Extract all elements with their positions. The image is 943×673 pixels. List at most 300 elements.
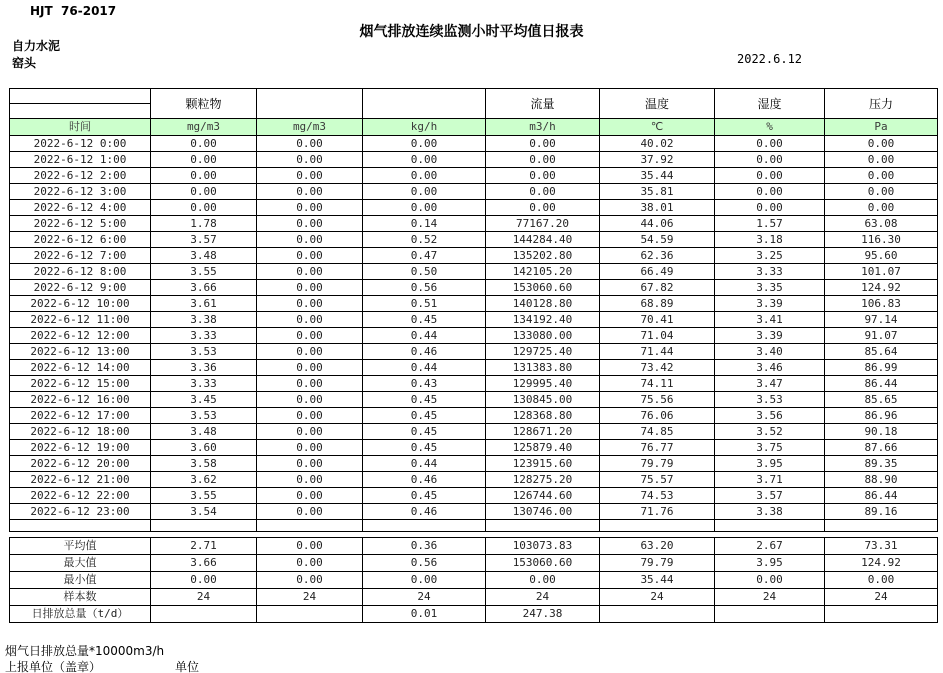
time-cell: 2022-6-12 1:00 <box>10 152 151 168</box>
value-cell: 116.30 <box>825 232 938 248</box>
table-row <box>10 136 938 152</box>
value-cell: 40.02 <box>600 136 715 152</box>
value-cell: 3.75 <box>715 440 825 456</box>
summary-value-cell: 0.00 <box>257 555 363 572</box>
value-cell: 3.39 <box>715 328 825 344</box>
summary-value-cell: 0.00 <box>486 572 600 589</box>
value-cell: 0.00 <box>486 136 600 152</box>
value-cell: 3.58 <box>151 456 257 472</box>
value-cell: 71.76 <box>600 504 715 520</box>
summary-value-cell <box>825 606 938 623</box>
summary-label-cell: 平均值 <box>10 538 151 555</box>
value-cell: 101.07 <box>825 264 938 280</box>
table-row <box>10 200 938 216</box>
report-date: 2022.6.12 <box>737 52 803 66</box>
value-cell: 129995.40 <box>486 376 600 392</box>
report-unit-label: 上报单位（盖章） <box>5 660 102 673</box>
value-cell: 3.39 <box>715 296 825 312</box>
value-cell: 88.90 <box>825 472 938 488</box>
value-cell: 77167.20 <box>486 216 600 232</box>
value-cell: 74.53 <box>600 488 715 504</box>
summary-row <box>10 589 938 606</box>
unit-cell: Pa <box>825 119 938 136</box>
table-row <box>10 504 938 520</box>
value-cell: 0.45 <box>363 440 486 456</box>
value-cell: 0.00 <box>151 136 257 152</box>
summary-value-cell: 0.00 <box>363 572 486 589</box>
summary-row <box>10 555 938 572</box>
summary-value-cell: 2.67 <box>715 538 825 555</box>
value-cell: 0.00 <box>257 280 363 296</box>
value-cell: 131383.80 <box>486 360 600 376</box>
blank-cell <box>257 520 363 532</box>
value-cell: 3.52 <box>715 424 825 440</box>
table-row <box>10 312 938 328</box>
value-cell: 0.00 <box>825 184 938 200</box>
value-cell: 0.00 <box>257 408 363 424</box>
value-cell: 3.53 <box>151 408 257 424</box>
summary-value-cell: 0.00 <box>257 538 363 555</box>
value-cell: 3.48 <box>151 248 257 264</box>
summary-label-cell: 样本数 <box>10 589 151 606</box>
value-cell: 54.59 <box>600 232 715 248</box>
table-row <box>10 328 938 344</box>
value-cell: 0.44 <box>363 456 486 472</box>
summary-value-cell: 3.95 <box>715 555 825 572</box>
value-cell: 3.46 <box>715 360 825 376</box>
summary-value-cell <box>151 606 257 623</box>
summary-value-cell <box>257 606 363 623</box>
header-pollutant-cell <box>363 89 486 119</box>
table-row <box>10 408 938 424</box>
value-cell: 0.45 <box>363 488 486 504</box>
value-cell: 0.00 <box>257 392 363 408</box>
value-cell: 97.14 <box>825 312 938 328</box>
header-pollutant-cell <box>257 89 363 119</box>
value-cell: 3.35 <box>715 280 825 296</box>
summary-row <box>10 538 938 555</box>
table-row <box>10 184 938 200</box>
table-row <box>10 440 938 456</box>
value-cell: 0.00 <box>257 424 363 440</box>
blank-cell <box>715 520 825 532</box>
value-cell: 135202.80 <box>486 248 600 264</box>
summary-value-cell: 153060.60 <box>486 555 600 572</box>
value-cell: 89.35 <box>825 456 938 472</box>
value-cell: 3.57 <box>151 232 257 248</box>
value-cell: 73.42 <box>600 360 715 376</box>
summary-value-cell: 24 <box>363 589 486 606</box>
value-cell: 0.46 <box>363 472 486 488</box>
time-cell: 2022-6-12 8:00 <box>10 264 151 280</box>
summary-value-cell <box>715 606 825 623</box>
time-cell: 2022-6-12 9:00 <box>10 280 151 296</box>
header-pollutant-cell: 颗粒物 <box>151 89 257 119</box>
table-row <box>10 376 938 392</box>
company-name: 自力水泥 <box>12 39 61 53</box>
value-cell: 3.33 <box>151 376 257 392</box>
value-cell: 76.77 <box>600 440 715 456</box>
unit-label: 单位 <box>175 660 200 673</box>
value-cell: 0.00 <box>257 328 363 344</box>
summary-value-cell: 0.00 <box>151 572 257 589</box>
time-cell: 2022-6-12 0:00 <box>10 136 151 152</box>
value-cell: 0.44 <box>363 328 486 344</box>
unit-cell: m3/h <box>486 119 600 136</box>
value-cell: 62.36 <box>600 248 715 264</box>
value-cell: 0.00 <box>257 488 363 504</box>
table-row <box>10 472 938 488</box>
value-cell: 125879.40 <box>486 440 600 456</box>
time-cell: 2022-6-12 3:00 <box>10 184 151 200</box>
value-cell: 0.00 <box>151 184 257 200</box>
header-pollutant-cell: 温度 <box>600 89 715 119</box>
emission-report-table <box>9 88 938 623</box>
value-cell: 0.00 <box>363 168 486 184</box>
table-row <box>10 392 938 408</box>
value-cell: 3.55 <box>151 264 257 280</box>
summary-value-cell: 3.66 <box>151 555 257 572</box>
summary-value-cell: 0.36 <box>363 538 486 555</box>
summary-value-cell: 247.38 <box>486 606 600 623</box>
unit-cell: kg/h <box>363 119 486 136</box>
summary-value-cell: 24 <box>825 589 938 606</box>
value-cell: 1.78 <box>151 216 257 232</box>
value-cell: 0.00 <box>257 312 363 328</box>
header-empty-cell <box>10 104 151 119</box>
value-cell: 3.38 <box>715 504 825 520</box>
value-cell: 0.00 <box>257 200 363 216</box>
summary-value-cell: 24 <box>486 589 600 606</box>
value-cell: 0.00 <box>257 440 363 456</box>
value-cell: 37.92 <box>600 152 715 168</box>
value-cell: 0.45 <box>363 312 486 328</box>
summary-value-cell: 24 <box>715 589 825 606</box>
value-cell: 0.56 <box>363 280 486 296</box>
value-cell: 91.07 <box>825 328 938 344</box>
time-cell: 2022-6-12 6:00 <box>10 232 151 248</box>
summary-value-cell: 2.71 <box>151 538 257 555</box>
value-cell: 44.06 <box>600 216 715 232</box>
summary-value-cell: 103073.83 <box>486 538 600 555</box>
value-cell: 0.00 <box>363 136 486 152</box>
blank-row <box>10 520 938 532</box>
time-cell: 2022-6-12 12:00 <box>10 328 151 344</box>
time-cell: 2022-6-12 15:00 <box>10 376 151 392</box>
value-cell: 74.85 <box>600 424 715 440</box>
value-cell: 3.47 <box>715 376 825 392</box>
value-cell: 0.00 <box>825 168 938 184</box>
value-cell: 3.53 <box>715 392 825 408</box>
value-cell: 0.00 <box>257 360 363 376</box>
blank-cell <box>151 520 257 532</box>
value-cell: 0.00 <box>257 136 363 152</box>
value-cell: 0.00 <box>151 200 257 216</box>
unit-cell: ℃ <box>600 119 715 136</box>
value-cell: 3.25 <box>715 248 825 264</box>
value-cell: 86.99 <box>825 360 938 376</box>
summary-value-cell: 24 <box>151 589 257 606</box>
value-cell: 3.54 <box>151 504 257 520</box>
value-cell: 129725.40 <box>486 344 600 360</box>
header-pollutant-cell: 压力 <box>825 89 938 119</box>
value-cell: 86.96 <box>825 408 938 424</box>
value-cell: 153060.60 <box>486 280 600 296</box>
unit-cell: mg/m3 <box>151 119 257 136</box>
table-row <box>10 152 938 168</box>
summary-value-cell: 24 <box>600 589 715 606</box>
time-cell: 2022-6-12 23:00 <box>10 504 151 520</box>
value-cell: 95.60 <box>825 248 938 264</box>
time-cell: 2022-6-12 18:00 <box>10 424 151 440</box>
table-row <box>10 216 938 232</box>
table-row <box>10 232 938 248</box>
station-name: 窑头 <box>12 56 37 70</box>
value-cell: 106.83 <box>825 296 938 312</box>
time-cell: 2022-6-12 10:00 <box>10 296 151 312</box>
blank-cell <box>10 520 151 532</box>
table-row <box>10 248 938 264</box>
value-cell: 0.00 <box>257 472 363 488</box>
standard-code: HJT 76-2017 <box>30 4 117 18</box>
table-row <box>10 488 938 504</box>
value-cell: 3.61 <box>151 296 257 312</box>
value-cell: 0.52 <box>363 232 486 248</box>
value-cell: 90.18 <box>825 424 938 440</box>
value-cell: 0.00 <box>715 184 825 200</box>
value-cell: 86.44 <box>825 376 938 392</box>
summary-value-cell: 0.00 <box>825 572 938 589</box>
value-cell: 0.14 <box>363 216 486 232</box>
value-cell: 66.49 <box>600 264 715 280</box>
value-cell: 86.44 <box>825 488 938 504</box>
value-cell: 124.92 <box>825 280 938 296</box>
summary-value-cell: 35.44 <box>600 572 715 589</box>
value-cell: 70.41 <box>600 312 715 328</box>
value-cell: 134192.40 <box>486 312 600 328</box>
table-row <box>10 296 938 312</box>
value-cell: 0.00 <box>257 264 363 280</box>
blank-cell <box>486 520 600 532</box>
value-cell: 3.18 <box>715 232 825 248</box>
value-cell: 3.45 <box>151 392 257 408</box>
value-cell: 3.71 <box>715 472 825 488</box>
summary-row <box>10 572 938 589</box>
value-cell: 0.00 <box>486 168 600 184</box>
value-cell: 0.46 <box>363 504 486 520</box>
value-cell: 142105.20 <box>486 264 600 280</box>
value-cell: 130746.00 <box>486 504 600 520</box>
value-cell: 3.95 <box>715 456 825 472</box>
value-cell: 0.00 <box>257 376 363 392</box>
value-cell: 3.36 <box>151 360 257 376</box>
time-cell: 2022-6-12 11:00 <box>10 312 151 328</box>
value-cell: 0.00 <box>151 168 257 184</box>
table-row <box>10 280 938 296</box>
pollutant-header-row <box>10 89 938 104</box>
unit-header-row <box>10 119 938 136</box>
value-cell: 63.08 <box>825 216 938 232</box>
value-cell: 0.00 <box>257 296 363 312</box>
value-cell: 126744.60 <box>486 488 600 504</box>
value-cell: 130845.00 <box>486 392 600 408</box>
unit-cell: mg/m3 <box>257 119 363 136</box>
unit-cell: % <box>715 119 825 136</box>
summary-value-cell: 0.00 <box>257 572 363 589</box>
value-cell: 3.60 <box>151 440 257 456</box>
time-cell: 2022-6-12 20:00 <box>10 456 151 472</box>
value-cell: 0.00 <box>257 184 363 200</box>
value-cell: 0.51 <box>363 296 486 312</box>
value-cell: 79.79 <box>600 456 715 472</box>
value-cell: 0.00 <box>257 248 363 264</box>
table-row <box>10 456 938 472</box>
table-row <box>10 168 938 184</box>
time-cell: 2022-6-12 5:00 <box>10 216 151 232</box>
value-cell: 0.00 <box>363 200 486 216</box>
summary-value-cell <box>600 606 715 623</box>
value-cell: 0.00 <box>825 136 938 152</box>
value-cell: 3.62 <box>151 472 257 488</box>
value-cell: 75.57 <box>600 472 715 488</box>
value-cell: 0.47 <box>363 248 486 264</box>
time-cell: 2022-6-12 19:00 <box>10 440 151 456</box>
summary-label-cell: 最大值 <box>10 555 151 572</box>
value-cell: 0.00 <box>486 200 600 216</box>
value-cell: 128671.20 <box>486 424 600 440</box>
value-cell: 68.89 <box>600 296 715 312</box>
value-cell: 38.01 <box>600 200 715 216</box>
summary-row <box>10 606 938 623</box>
value-cell: 1.57 <box>715 216 825 232</box>
time-cell: 2022-6-12 16:00 <box>10 392 151 408</box>
value-cell: 35.81 <box>600 184 715 200</box>
value-cell: 133080.00 <box>486 328 600 344</box>
value-cell: 0.00 <box>257 504 363 520</box>
value-cell: 144284.40 <box>486 232 600 248</box>
value-cell: 140128.80 <box>486 296 600 312</box>
blank-cell <box>825 520 938 532</box>
value-cell: 74.11 <box>600 376 715 392</box>
page-title: 烟气排放连续监测小时平均值日报表 <box>359 24 584 40</box>
summary-value-cell: 0.56 <box>363 555 486 572</box>
summary-value-cell: 0.01 <box>363 606 486 623</box>
time-cell: 2022-6-12 13:00 <box>10 344 151 360</box>
table-row <box>10 360 938 376</box>
blank-cell <box>363 520 486 532</box>
value-cell: 67.82 <box>600 280 715 296</box>
summary-value-cell: 124.92 <box>825 555 938 572</box>
value-cell: 3.57 <box>715 488 825 504</box>
value-cell: 3.40 <box>715 344 825 360</box>
header-pollutant-cell: 湿度 <box>715 89 825 119</box>
value-cell: 3.33 <box>715 264 825 280</box>
value-cell: 0.45 <box>363 392 486 408</box>
value-cell: 85.64 <box>825 344 938 360</box>
value-cell: 3.56 <box>715 408 825 424</box>
time-cell: 2022-6-12 4:00 <box>10 200 151 216</box>
value-cell: 3.33 <box>151 328 257 344</box>
summary-label-cell: 最小值 <box>10 572 151 589</box>
data-rows <box>10 136 938 520</box>
summary-value-cell: 0.00 <box>715 572 825 589</box>
value-cell: 0.00 <box>715 136 825 152</box>
value-cell: 3.41 <box>715 312 825 328</box>
value-cell: 3.48 <box>151 424 257 440</box>
value-cell: 0.00 <box>825 152 938 168</box>
time-cell: 2022-6-12 14:00 <box>10 360 151 376</box>
value-cell: 0.00 <box>363 152 486 168</box>
value-cell: 0.00 <box>825 200 938 216</box>
value-cell: 3.38 <box>151 312 257 328</box>
summary-value-cell: 73.31 <box>825 538 938 555</box>
table-row <box>10 424 938 440</box>
value-cell: 3.66 <box>151 280 257 296</box>
value-cell: 0.46 <box>363 344 486 360</box>
value-cell: 0.00 <box>257 168 363 184</box>
footer-note: 烟气日排放总量*10000m3/h <box>5 644 165 658</box>
value-cell: 0.00 <box>715 152 825 168</box>
value-cell: 89.16 <box>825 504 938 520</box>
blank-cell <box>600 520 715 532</box>
value-cell: 3.53 <box>151 344 257 360</box>
value-cell: 71.44 <box>600 344 715 360</box>
value-cell: 0.00 <box>363 184 486 200</box>
value-cell: 87.66 <box>825 440 938 456</box>
time-cell: 2022-6-12 17:00 <box>10 408 151 424</box>
value-cell: 0.00 <box>257 232 363 248</box>
value-cell: 0.43 <box>363 376 486 392</box>
time-cell: 2022-6-12 21:00 <box>10 472 151 488</box>
value-cell: 0.00 <box>257 456 363 472</box>
value-cell: 0.00 <box>257 152 363 168</box>
summary-value-cell: 63.20 <box>600 538 715 555</box>
value-cell: 76.06 <box>600 408 715 424</box>
table-row <box>10 264 938 280</box>
value-cell: 0.00 <box>486 184 600 200</box>
value-cell: 128275.20 <box>486 472 600 488</box>
value-cell: 75.56 <box>600 392 715 408</box>
value-cell: 0.45 <box>363 408 486 424</box>
value-cell: 0.00 <box>257 344 363 360</box>
table-row <box>10 344 938 360</box>
value-cell: 85.65 <box>825 392 938 408</box>
value-cell: 0.00 <box>486 152 600 168</box>
summary-label-cell: 日排放总量（t/d） <box>10 606 151 623</box>
summary-rows <box>10 538 938 623</box>
time-cell: 2022-6-12 2:00 <box>10 168 151 184</box>
value-cell: 0.00 <box>257 216 363 232</box>
value-cell: 123915.60 <box>486 456 600 472</box>
summary-value-cell: 79.79 <box>600 555 715 572</box>
value-cell: 35.44 <box>600 168 715 184</box>
value-cell: 0.00 <box>715 168 825 184</box>
header-pollutant-cell: 流量 <box>486 89 600 119</box>
time-header-cell: 时间 <box>10 119 151 136</box>
value-cell: 0.50 <box>363 264 486 280</box>
summary-value-cell: 24 <box>257 589 363 606</box>
header-empty-cell <box>10 89 151 104</box>
time-cell: 2022-6-12 7:00 <box>10 248 151 264</box>
value-cell: 0.44 <box>363 360 486 376</box>
value-cell: 128368.80 <box>486 408 600 424</box>
value-cell: 3.55 <box>151 488 257 504</box>
value-cell: 0.00 <box>151 152 257 168</box>
time-cell: 2022-6-12 22:00 <box>10 488 151 504</box>
value-cell: 71.04 <box>600 328 715 344</box>
value-cell: 0.00 <box>715 200 825 216</box>
value-cell: 0.45 <box>363 424 486 440</box>
